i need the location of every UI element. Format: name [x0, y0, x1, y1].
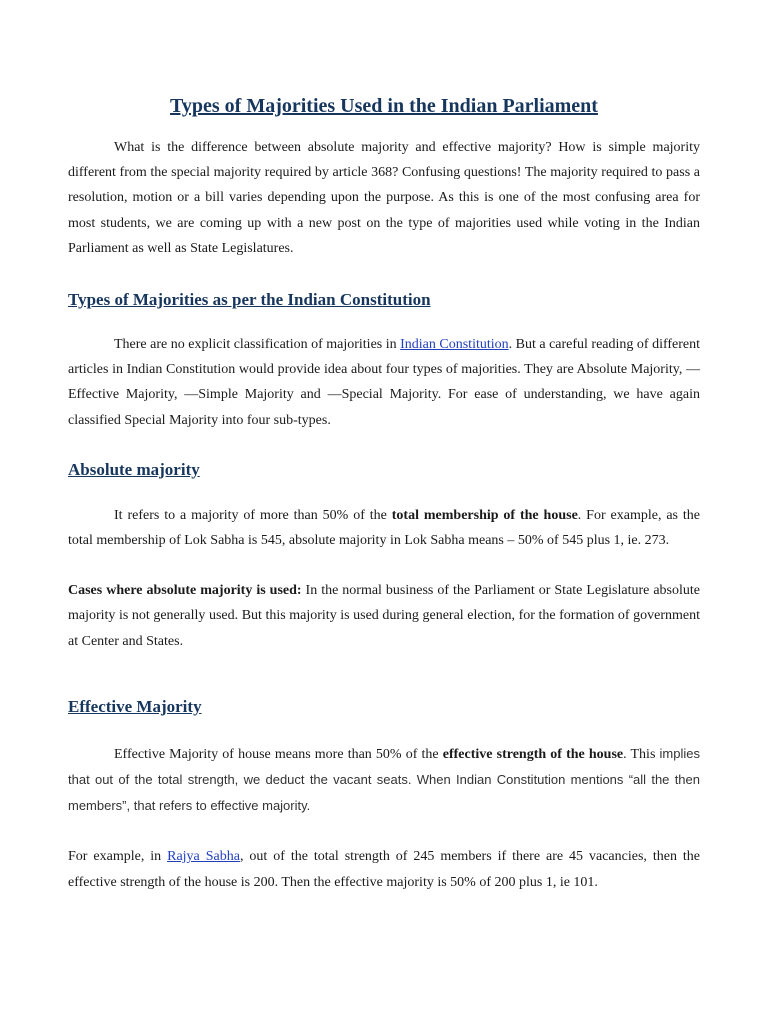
effective-text-after: . This	[623, 746, 660, 762]
intro-paragraph: What is the difference between absolute majority and effective majority? How is simple majority different from the special majority required by article 368? Confusing questions! The majority required to pass a resolution, motion or a bill varies depending upon the purpose. As this is one of the most confusing area for most students, we are coming up with a new post on the type of majorities used while voting in the Indian Parliament as well as State Legislatures.	[68, 140, 700, 256]
absolute-cases-text: In the normal business of the Parliament or State Legislature absolute majority is not generally used. But this majority is used during general election, for the formation of government at Center and States.	[68, 583, 700, 649]
types-paragraph	[68, 332, 700, 433]
effective-text-sans: implies that out of the total strength, we deduct the vacant seats. When Indian Constitution mentions “all the then members”, that refers to effective majority.	[68, 745, 700, 814]
types-text-after: . But a careful reading of different articles in Indian Constitution would provide idea about four types of majorities. They are Absolute Majority, —Effective Majority, —Simple Majority and —Special Majority. For ease of understanding, we have again classified Special Majority into four sub-types.	[68, 337, 701, 428]
document-page	[68, 92, 700, 895]
effective-bold-term: effective strength of the house	[442, 746, 624, 762]
absolute-text-before: It refers to a majority of more than 50% of the	[114, 507, 392, 523]
section-heading-absolute: Absolute majority	[68, 459, 200, 479]
example-text-after: , out of the total strength of 245 members if there are 45 vacancies, then the effective strength of the house is 200. Then the effective majority is 50% of 200 plus 1, ie 101.	[68, 849, 701, 890]
absolute-text-after: . For example, as the total membership of Lok Sabha is 545, absolute majority in Lok Sabha means – 50% of 545 plus 1, ie. 273.	[68, 507, 700, 549]
absolute-bold-term: total membership of the house	[391, 507, 578, 523]
page-title: Types of Majorities Used in the Indian Parliament	[170, 95, 598, 117]
absolute-cases-label: Cases where absolute majority is used:	[68, 583, 302, 599]
section-heading-effective: Effective Majority	[68, 696, 202, 716]
absolute-cases-paragraph	[68, 578, 700, 654]
section-heading-types: Types of Majorities as per the Indian Constitution	[68, 290, 431, 310]
indian-constitution-link[interactable]: Indian Constitution	[400, 337, 509, 353]
rajya-sabha-link[interactable]: Rajya Sabha	[167, 849, 240, 865]
example-text-before: For example, in	[68, 849, 168, 865]
effective-paragraph	[68, 741, 700, 820]
effective-text-before: Effective Majority of house means more than 50% of the	[114, 746, 443, 762]
effective-example-paragraph	[68, 844, 700, 894]
absolute-paragraph	[68, 503, 700, 553]
types-text-before: There are no explicit classification of majorities in	[114, 337, 401, 353]
